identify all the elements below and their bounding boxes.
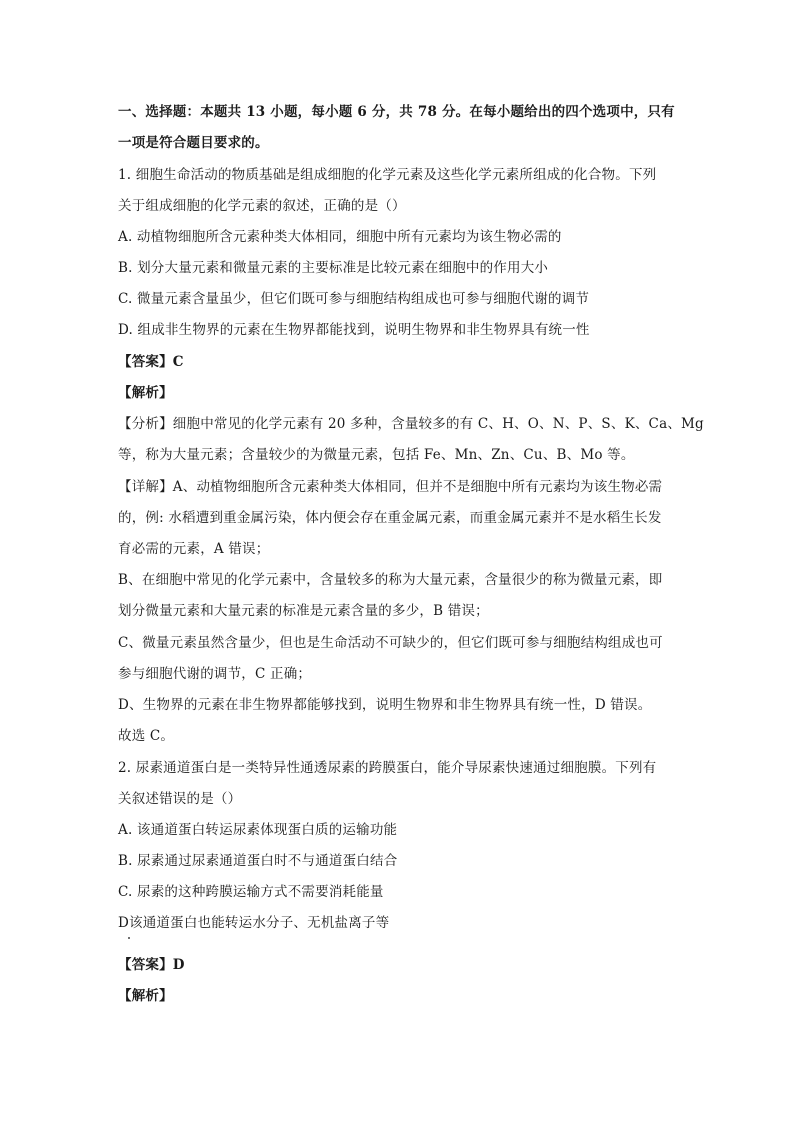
question-2-option-a: A. 该通道蛋白转运尿素体现蛋白质的运输功能 [118, 822, 398, 838]
question-1-conclusion: 故选 C。 [118, 728, 175, 744]
question-2-option-c: C. 尿素的这种跨膜运输方式不需要消耗能量 [118, 884, 384, 900]
question-2-stem-line-1: 2. 尿素通道蛋白是一类特异性通透尿素的跨膜蛋白，能介导尿素快速通过细胞膜。下列有 [118, 760, 657, 776]
question-2-answer: 【答案】D [118, 957, 185, 973]
question-2-option-b: B. 尿素通过尿素通道蛋白时不与通道蛋白结合 [118, 853, 398, 869]
question-1-fenxi-line-1: 【分析】细胞中常见的化学元素有 20 多种，含量较多的有 C、H、O、N、P、S、K、Ca、Mg [118, 416, 704, 432]
stray-dot-mark [128, 937, 130, 939]
question-1-analysis-title: 【解析】 [118, 385, 173, 401]
question-1-stem-line-2: 关于组成细胞的化学元素的叙述，正确的是（） [118, 198, 406, 214]
question-1-xiangjie-line-1: 【详解】A、动植物细胞所含元素种类大体相同，但并不是细胞中所有元素均为该生物必需 [118, 479, 663, 495]
question-1-b-line-1: B、在细胞中常见的化学元素中，含量较多的称为大量元素，含量很少的称为微量元素，即 [118, 572, 663, 588]
question-1-option-b: B. 划分大量元素和微量元素的主要标准是比较元素在细胞中的作用大小 [118, 260, 549, 276]
question-1-c-line-1: C、微量元素虽然含量少，但也是生命活动不可缺少的，但它们既可参与细胞结构组成也可 [118, 635, 663, 651]
question-1-xiangjie-line-2: 的，例: 水稻遭到重金属污染，体内便会存在重金属元素，而重金属元素并不是水稻生长发 [118, 510, 662, 526]
question-1-fenxi-line-2: 等，称为大量元素；含量较少的为微量元素，包括 Fe、Mn、Zn、Cu、B、Mo 等。 [118, 447, 635, 463]
question-2-stem-line-2: 关叙述错误的是（） [118, 791, 242, 807]
question-1-c-line-2: 参与细胞代谢的调节，C 正确； [118, 666, 312, 682]
question-1-option-c: C. 微量元素含量虽少，但它们既可参与细胞结构组成也可参与细胞代谢的调节 [118, 291, 590, 307]
question-1-b-line-2: 划分微量元素和大量元素的标准是元素含量的多少，B 错误； [118, 603, 489, 619]
section-header-line-1: 一、选择题：本题共 13 小题，每小题 6 分，共 78 分。在每小题给出的四个选项中，只有 [118, 104, 675, 120]
question-1-option-d: D. 组成非生物界的元素在生物界都能找到，说明生物界和非生物界具有统一性 [118, 322, 590, 338]
question-2-option-d: D该通道蛋白也能转运水分子、无机盐离子等 [118, 915, 390, 931]
question-1-option-a: A. 动植物细胞所含元素种类大体相同，细胞中所有元素均为该生物必需的 [118, 229, 562, 245]
question-1-stem-line-1: 1. 细胞生命活动的物质基础是组成细胞的化学元素及这些化学元素所组成的化合物。下列 [118, 167, 657, 183]
question-1-answer: 【答案】C [118, 354, 184, 370]
question-2-analysis-title: 【解析】 [118, 988, 173, 1004]
question-1-xiangjie-line-3: 育必需的元素，A 错误； [118, 541, 270, 557]
section-header-line-2: 一项是符合题目要求的。 [118, 135, 269, 151]
question-1-d-line-1: D、生物界的元素在非生物界都能够找到，说明生物界和非生物界具有统一性，D 错误。 [118, 697, 652, 713]
